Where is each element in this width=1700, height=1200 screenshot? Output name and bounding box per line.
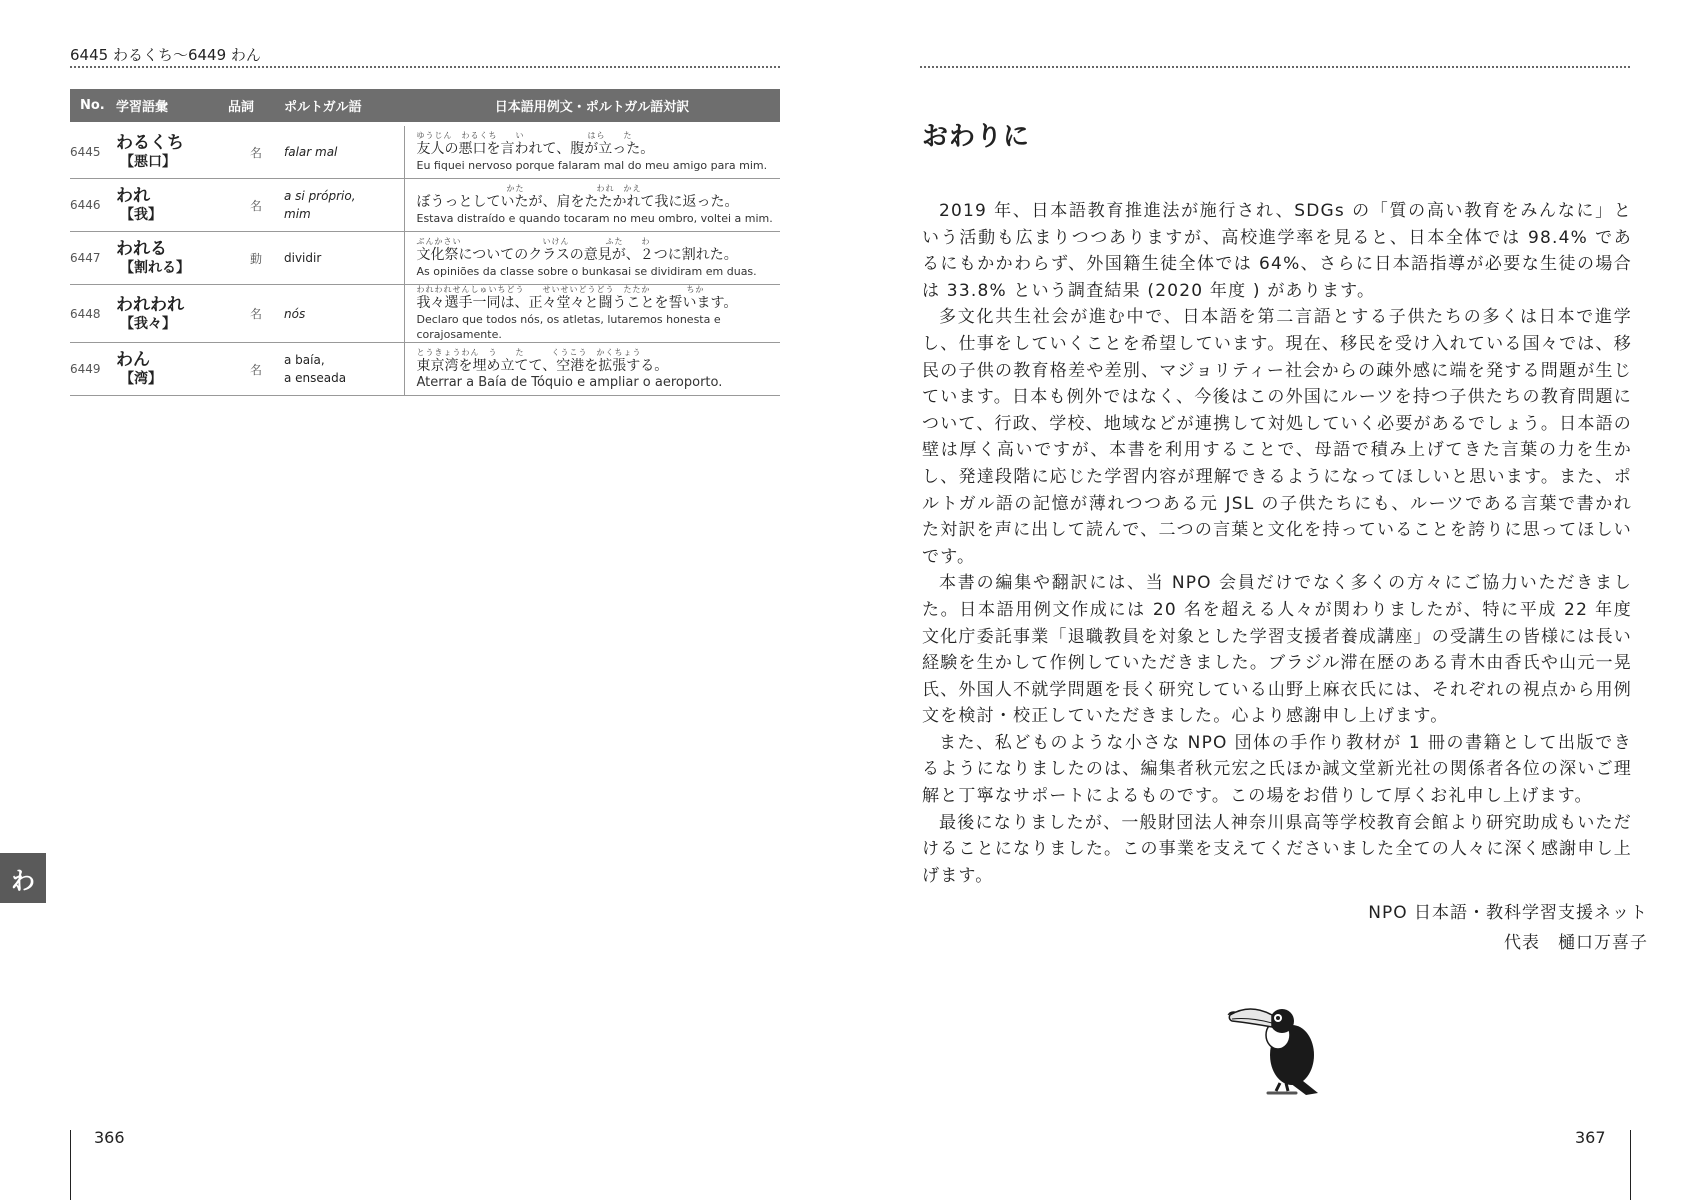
portuguese-cell	[284, 285, 404, 343]
table-header-row	[70, 89, 780, 124]
toucan-head	[1270, 1009, 1294, 1033]
term-cell	[116, 232, 228, 285]
portuguese-line: dividir	[284, 251, 322, 265]
table-row	[70, 285, 780, 343]
example-portuguese: Declaro que todos nós, os atletas, lutaremos honesta e corajosamente.	[416, 313, 721, 341]
term-cell	[116, 124, 228, 179]
portuguese-line: nós	[284, 306, 306, 321]
term-cell	[116, 343, 228, 396]
row-number: 6446	[70, 179, 116, 232]
table-row	[70, 179, 780, 232]
term-cell	[116, 285, 228, 343]
pos-cell: 動	[228, 232, 284, 285]
pos-cell: 名	[228, 343, 284, 396]
paragraph: また、私どものような小さな NPO 団体の手作り教材が 1 冊の書籍として出版できるようになりましたのは、編集者秋元宏之氏ほか誠文堂新光社の関係者各位の深いご理解と丁寧なサポートによるものです。この場をお借りして厚くお礼申し上げます。	[922, 732, 1632, 807]
paragraph: 本書の編集や翻訳には、当 NPO 会員だけでなく多くの方々にご協力いただきました。日本語用例文作成には 20 名を超える人々が関わりましたが、特に平成 22 年度文化庁委託事業「退職教員を対象とした学習支援者養成講座」の受講生の皆様には長い経験を生かして作例していただきました。ブラジル滞在歴のある青木由香氏や山元一晃氏、外国人不就学問題を長く研究している山野上麻衣氏には、それぞれの視点から用例文を検討・校正していただきました。心より感謝申し上げます。	[922, 573, 1632, 727]
header-no: No.	[70, 89, 116, 124]
example-portuguese: As opiniões da classe sobre o bunkasai se dividiram em duas.	[416, 265, 757, 278]
portuguese-line: a baía,	[284, 353, 325, 367]
term-kanji: 【割れる】	[120, 260, 190, 276]
example-portuguese: Estava distraído e quando tocaram no meu ombro, voltei a mim.	[416, 212, 773, 225]
example-cell	[404, 343, 780, 396]
example-cell	[404, 285, 780, 343]
row-number: 6447	[70, 232, 116, 285]
pos-cell: 名	[228, 124, 284, 179]
example-japanese: 我々選手一同は、正々堂々と闘うことを誓います。	[416, 295, 738, 311]
portuguese-line: falar mal	[284, 145, 338, 159]
toucan-legs	[1276, 1083, 1288, 1091]
portuguese-line: a si próprio,	[284, 189, 356, 203]
index-tab[interactable]: わ	[0, 853, 46, 903]
term-kanji: 【我】	[120, 207, 162, 223]
example-japanese: 文化祭についてのクラスの意見が、２つに割れた。	[416, 247, 738, 263]
table-row	[70, 124, 780, 179]
toucan-eye	[1276, 1016, 1280, 1020]
furigana: とうきょうわん う た くうこう かくちょう	[416, 348, 642, 357]
header-portuguese: ポルトガル語	[284, 89, 404, 124]
portuguese-cell	[284, 179, 404, 232]
vocab-table	[70, 89, 780, 396]
furigana: われわれせんしゅいちどう せいせいどうどう たたか ちか	[416, 285, 705, 294]
row-number: 6445	[70, 124, 116, 179]
header-term: 学習語彙	[116, 89, 228, 124]
afterword-body	[922, 198, 1632, 889]
header-dotted-rule	[70, 66, 780, 68]
paragraph: 最後になりましたが、一般財団法人神奈川県高等学校教育会館より研究助成もいただけることになりました。この事業を支えてくださいました全ての人々に深く感謝申し上げます。	[922, 812, 1632, 886]
term-kana: わん	[116, 350, 150, 370]
term-kana: われ	[116, 186, 150, 206]
portuguese-line: mim	[284, 207, 311, 221]
example-cell	[404, 179, 780, 232]
term-kanji: 【悪口】	[120, 154, 176, 170]
furigana: かた われ かえ	[416, 184, 642, 193]
furigana: ぶんかさい いけん ふた わ	[416, 237, 651, 246]
example-japanese: 東京湾を埋め立てて、空港を拡張する。	[416, 358, 669, 374]
portuguese-cell	[284, 124, 404, 179]
example-portuguese: Eu fiquei nervoso porque falaram mal do meu amigo para mim.	[416, 159, 768, 172]
term-cell	[116, 179, 228, 232]
term-kanji: 【湾】	[120, 371, 162, 387]
example-portuguese: Aterrar a Baía de Tóquio e ampliar o aeroporto.	[416, 375, 723, 390]
header-pos: 品詞	[228, 89, 284, 124]
example-japanese: ぼうっとしていたが、肩をたたかれて我に返った。	[416, 194, 739, 210]
signature-organization: NPO 日本語・教科学習支援ネット	[1368, 903, 1648, 923]
term-kana: われわれ	[116, 294, 184, 315]
page-title: おわりに	[922, 122, 1031, 152]
signature	[1368, 898, 1648, 958]
example-cell	[404, 124, 780, 179]
left-margin-rule	[70, 1130, 71, 1200]
row-number: 6449	[70, 343, 116, 396]
pos-cell: 名	[228, 179, 284, 232]
running-head: 6445 わるくち～6449 わん	[70, 46, 261, 64]
example-japanese: 友人の悪口を言われて、腹が立った。	[416, 141, 655, 157]
term-kanji: 【我々】	[120, 315, 176, 332]
portuguese-line: a enseada	[284, 371, 347, 385]
paragraph: 多文化共生社会が進む中で、日本語を第二言語とする子供たちの多くは日本で進学し、仕事をしていくことを希望しています。現在、移民を受け入れている国々では、移民の子供の教育格差や差別、マジョリティー社会からの疎外感に端を発する問題が生じています。日本も例外ではなく、今後はこの外国にルーツを持つ子供たちの教育問題について、行政、学校、地域などが連携して対処していく必要があるでしょう。日本語の壁は厚く高いですが、本書を利用することで、母語で積み上げてきた言葉の力を生かし、発達段階に応じた学習内容が理解できるようになってほしいと思います。また、ポルトガル語の記憶が薄れつつある元 JSL の子供たちにも、ルーツである言葉で書かれた対訳を声に出して読んで、二つの言葉と文化を持っていることを誇りに思ってほしいです。	[922, 307, 1632, 567]
header-example: 日本語用例文・ポルトガル語対訳	[404, 89, 780, 124]
table-row	[70, 232, 780, 285]
term-kana: わるくち	[116, 133, 184, 153]
page-number-left: 366	[94, 1128, 125, 1147]
term-kana: われる	[116, 239, 167, 259]
header-dotted-rule	[920, 66, 1630, 68]
furigana: ゆうじん わるくち い はら た	[416, 131, 633, 140]
toucan-illustration	[1220, 985, 1340, 1105]
paragraph: 2019 年、日本語教育推進法が施行され、SDGs の「質の高い教育をみんなに」という活動も広まりつつありますが、高校進学率を見ると、日本全体では 98.4% であるにもかかわらず、外国籍生徒全体では 64%、さらに日本語指導が必要な生徒の場合は 33.8% という調査結果 (2020 年度 ) があります。	[922, 201, 1632, 301]
pos-cell: 名	[228, 285, 284, 343]
portuguese-cell	[284, 232, 404, 285]
portuguese-cell	[284, 343, 404, 396]
page-number-right: 367	[1575, 1128, 1606, 1147]
row-number: 6448	[70, 285, 116, 343]
right-margin-rule	[1630, 1130, 1631, 1200]
table-row	[70, 343, 780, 396]
example-cell	[404, 232, 780, 285]
signature-representative: 代表 樋口万喜子	[1504, 933, 1648, 953]
